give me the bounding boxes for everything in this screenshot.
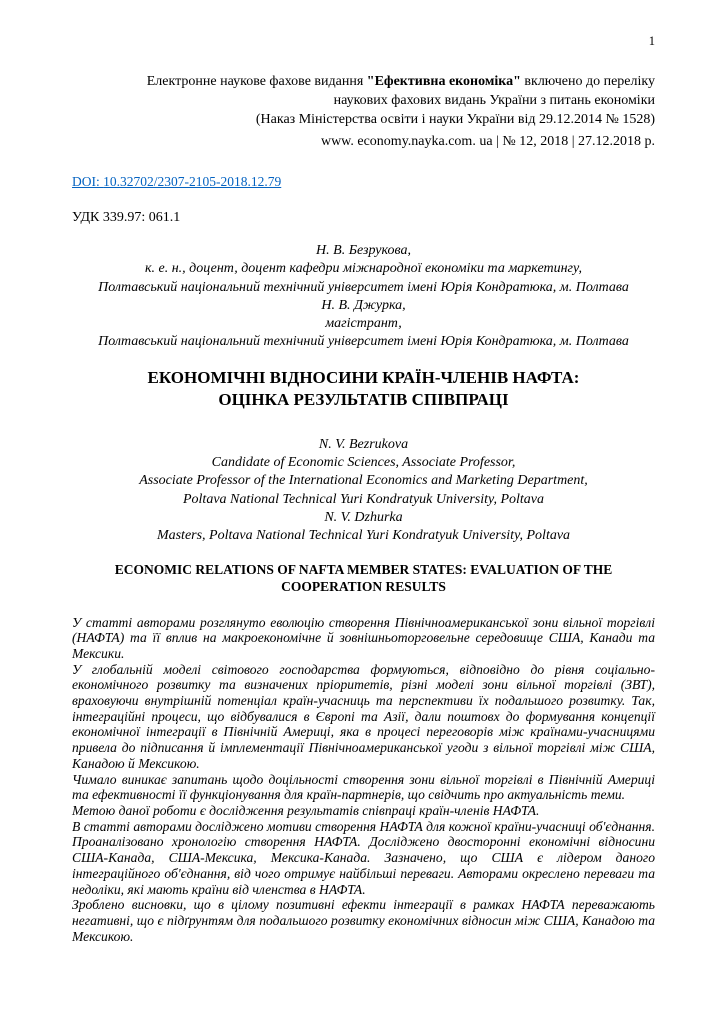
journal-header-line-3: (Наказ Міністерства освіти і науки України від 29.12.2014 № 1528) — [255, 112, 655, 127]
author-en-affiliation-2: Masters, Poltava National Technical Yuri Kondratyuk University, Poltava — [156, 528, 571, 544]
author-ua-affiliation-2: Полтавський національний технічний університет імені Юрія Кондратюка, м. Полтава — [98, 334, 629, 350]
udk-code: УДК 339.97: 061.1 — [72, 210, 181, 225]
author-en-degree-1: Candidate of Economic Sciences, Associate Professor, — [211, 455, 516, 471]
abstract-block — [72, 615, 655, 945]
article-title-ua — [72, 367, 655, 411]
author-ua-affiliation-1: Полтавський національний технічний університет імені Юрія Кондратюка, м. Полтава — [98, 279, 629, 295]
doi-link[interactable] — [72, 174, 281, 189]
abstract-paragraph-2: У глобальній моделі світового господарства формуються, відповідно до рівня соціально-економічного розвитку та визначених пріоритетів, різні моделі зони вільної торгівлі (ЗВТ), враховуючи внутрішній потенціал країн-учасниць та перспективи їх подальшого розвитку. Так, інтеграційні процеси, що відбувалися в Європі та Азії, дали поштовх до формування концепції економічної інтеграції в Північній Америці, яка в процесі переговорів між країнами-учасницями привела до підписання й імплементації Північноамериканської угоди з вільної торгівлі між США, Канадою й Мексикою. — [72, 661, 655, 771]
author-ua-degree-2: магістрант, — [325, 316, 402, 332]
author-ua-name-2: Н. В. Джурка, — [321, 297, 406, 313]
doi-value: 10.32702/2307-2105-2018.12.79 — [103, 174, 282, 189]
abstract-paragraph-4: Метою даної роботи є дослідження результатів співпраці країн-членів НАФТА. — [72, 803, 540, 818]
author-en-name-1: N. V. Bezrukova — [318, 436, 409, 452]
doi-label: DOI: — [72, 174, 104, 189]
article-title-en-line-2: COOPERATION RESULTS — [281, 578, 446, 594]
authors-en-block — [72, 436, 655, 546]
author-ua-degree-1: к. е. н., доцент, доцент кафедри міжнародної економіки та маркетингу, — [144, 261, 583, 277]
author-en-position-1: Associate Professor of the International Economics and Marketing Department, — [139, 473, 588, 489]
journal-header-line-4: www. economy.nayka.com. ua | № 12, 2018 | 27.12.2018 р. — [320, 134, 655, 149]
abstract-paragraph-1: У статті авторами розглянуто еволюцію створення Північноамериканської зони вільної торгівлі (НАФТА) та її вплив на макроекономічне й зовнішньоторговельне середовище США, Канади та Мексики. — [72, 614, 655, 661]
journal-name: "Ефективна економіка" — [366, 74, 521, 89]
journal-header-text-suffix: включено до переліку — [520, 74, 655, 89]
abstract-paragraph-3: Чимало виникає запитань щодо доцільності створення зони вільної торгівлі в Північній Америці та ефективності її функціонування для країн-партнерів, що свідчить про актуальність теми. — [72, 771, 655, 803]
doi-line — [72, 173, 655, 190]
authors-ua-block — [72, 242, 655, 352]
abstract-paragraph-5: В статті авторами досліджено мотиви створення НАФТА для кожної країни-учасниці об'єднання. Проаналізовано хронологію створення НАФТА. Досліджено двосторонні економічні відносини США-Канада, США-Мексика, Мексика-Канада. Зазначено, що США є лідером даного інтеграційного об'єднання, від чого отримує найбільші переваги. Авторами окреслено переваги та недоліки, які мають країни від членства в НАФТА. — [72, 818, 655, 897]
page-number: 1 — [648, 34, 655, 48]
author-en-name-2: N. V. Dzhurka — [324, 509, 403, 525]
journal-header — [72, 72, 655, 151]
journal-header-line-2: наукових фахових видань України з питань економіки — [333, 93, 655, 108]
journal-header-line-1 — [72, 72, 655, 91]
abstract-paragraph-6: Зроблено висновки, що в цілому позитивні ефекти інтеграції в рамках НАФТА переважають негативні, що є підґрунтям для подальшого розвитку економічних відносин між США, Канадою та Мексикою. — [72, 897, 655, 944]
article-title-en-line-1: ECONOMIC RELATIONS OF NAFTA MEMBER STATES: EVALUATION OF THE — [114, 561, 613, 577]
article-title-en — [72, 561, 655, 595]
article-title-ua-line-1: ЕКОНОМІЧНІ ВІДНОСИНИ КРАЇН-ЧЛЕНІВ НАФТА: — [147, 367, 580, 387]
author-en-affiliation-1: Poltava National Technical Yuri Kondratyuk University, Poltava — [182, 491, 544, 507]
journal-header-text-prefix: Електронне наукове фахове видання — [146, 74, 367, 89]
article-title-ua-line-2: ОЦІНКА РЕЗУЛЬТАТІВ СПІВПРАЦІ — [218, 389, 509, 409]
author-ua-name-1: Н. В. Безрукова, — [316, 243, 411, 258]
